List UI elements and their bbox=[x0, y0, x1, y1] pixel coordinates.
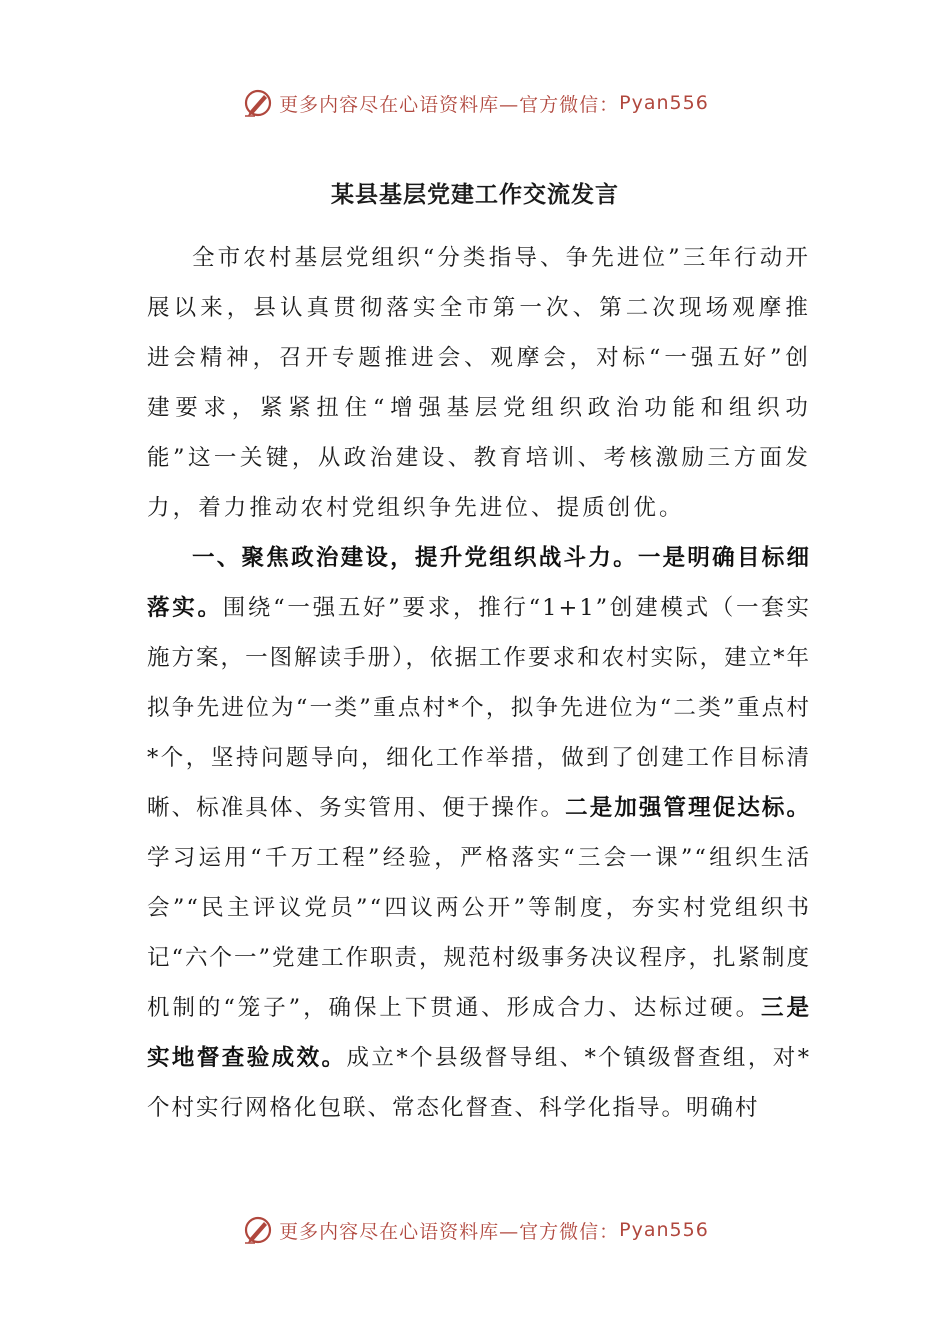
pen-nib-logo-icon bbox=[241, 1213, 275, 1247]
point-heading: 三是实地督查验成效。 bbox=[147, 995, 811, 1071]
footer-banner bbox=[0, 1210, 950, 1250]
document-title: 某县基层党建工作交流发言 bbox=[331, 181, 619, 208]
banner-wechat-id: Pyan556 bbox=[619, 1219, 709, 1241]
banner-text: 更多内容尽在心语资料库—官方微信： bbox=[279, 1220, 620, 1243]
intro-paragraph: 全市农村基层党组织“分类指导、争先进位”三年行动开展以来，县认真贯彻落实全市第一次、第二次现场观摩推进会精神，召开专题推进会、观摩会，对标“一强五好”创建要求，紧紧扭住“增强基层党组织政治功能和组织功能”这一关键，从政治建设、教育培训、考核激励三方面发力，着力推动农村党组织争先进位、提质创优。 bbox=[147, 245, 811, 521]
document-body bbox=[147, 233, 811, 1133]
banner-wechat-id: Pyan556 bbox=[619, 92, 709, 114]
point-heading: 一是明确目标细落实。 bbox=[147, 545, 811, 621]
section-heading: 一、聚焦政治建设，提升党组织战斗力。 bbox=[192, 545, 638, 571]
point-text: 学习运用“千万工程”经验，严格落实“三会一课”“组织生活会”“民主评议党员”“四议两公开”等制度，夯实村党组织书记“六个一”党建工作职责，规范村级事务决议程序，扎紧制度机制的“笼子”，确保上下贯通、形成合力、达标过硬。 bbox=[147, 845, 812, 1021]
point-text: 成立*个县级督导组、*个镇级督查组，对*个村实行网格化包联、常态化督查、科学化指导。明确村 bbox=[147, 1045, 811, 1121]
section-paragraph bbox=[147, 533, 811, 1133]
banner-text: 更多内容尽在心语资料库—官方微信： bbox=[279, 93, 620, 116]
point-heading: 二是加强管理促达标。 bbox=[565, 795, 811, 821]
point-text: 围绕“一强五好”要求，推行“1+1”创建模式（一套实施方案，一图解读手册），依据工作要求和农村实际，建立*年拟争先进位为“一类”重点村*个，拟争先进位为“二类”重点村*个，坚持问题导向，细化工作举措，做到了创建工作目标清晰、标准具体、务实管用、便于操作。 bbox=[147, 595, 811, 821]
header-banner bbox=[0, 83, 950, 123]
pen-nib-logo-icon bbox=[241, 86, 275, 120]
